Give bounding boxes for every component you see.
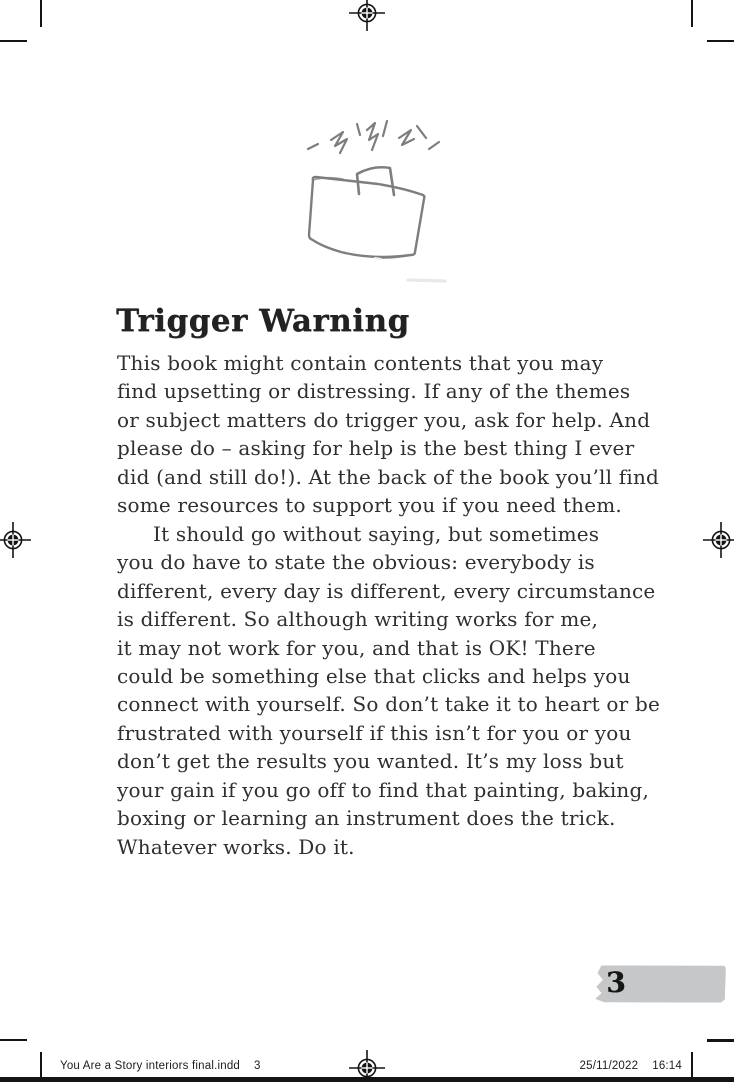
footer-filename-text: You Are a Story interiors final.indd <box>60 1060 241 1072</box>
crop-mark-bottom-left-horizontal <box>0 1039 27 1041</box>
body-line: could be something else that clicks and helps you <box>117 663 631 688</box>
body-line: different, every day is different, every circumstance <box>117 578 656 603</box>
crop-mark-footer-left-vertical <box>40 1052 42 1079</box>
body-line: please do – asking for help is the best thing I ever <box>117 436 635 461</box>
page-number: 3 <box>605 965 627 1000</box>
body-line: or subject matters do trigger you, ask for help. And <box>117 407 651 432</box>
body-line: boxing or learning an instrument does the trick. <box>117 806 616 831</box>
body-line: your gain if you go off to find that painting, baking, <box>117 777 650 802</box>
body-line: did (and still do!). At the back of the book you’ll find <box>117 464 660 489</box>
registration-target-icon <box>349 1050 385 1082</box>
body-text <box>117 349 660 861</box>
footer-timestamp <box>580 1060 682 1072</box>
footer-page-ref: 3 <box>254 1060 261 1072</box>
body-line: find upsetting or distressing. If any of the themes <box>117 379 631 404</box>
crop-mark-footer-right-vertical <box>691 1052 693 1079</box>
body-line: is different. So although writing works for me, <box>117 607 599 632</box>
crop-mark-top-right-horizontal <box>707 40 734 42</box>
registration-target-icon <box>703 522 734 558</box>
body-line: It should go without saying, but sometimes <box>153 521 600 546</box>
body-line: it may not work for you, and that is OK! There <box>117 635 596 660</box>
body-line: Whatever works. Do it. <box>117 834 355 859</box>
crop-mark-top-left-vertical <box>40 0 42 27</box>
registration-target-icon <box>0 522 31 558</box>
body-line: some resources to support you if you need them. <box>117 493 622 518</box>
body-line: don’t get the results you wanted. It’s my loss but <box>117 749 624 774</box>
crop-mark-top-left-horizontal <box>0 40 27 42</box>
crop-mark-top-right-vertical <box>691 0 693 27</box>
body-line: connect with yourself. So don’t take it to heart or be <box>117 692 660 717</box>
body-line: This book might contain contents that you may <box>117 351 604 375</box>
registration-target-icon <box>349 0 385 31</box>
sketch-box-with-sparks-illustration <box>283 108 453 284</box>
body-line: you do have to state the obvious: everybody is <box>117 550 595 575</box>
footer-time: 16:14 <box>652 1060 682 1072</box>
page-title: Trigger Warning <box>116 303 410 339</box>
footer-filename <box>60 1060 261 1072</box>
footer-date: 25/11/2022 <box>579 1060 639 1072</box>
crop-mark-bottom-right-horizontal <box>707 1039 734 1042</box>
body-line: frustrated with yourself if this isn’t for you or you <box>117 720 632 745</box>
